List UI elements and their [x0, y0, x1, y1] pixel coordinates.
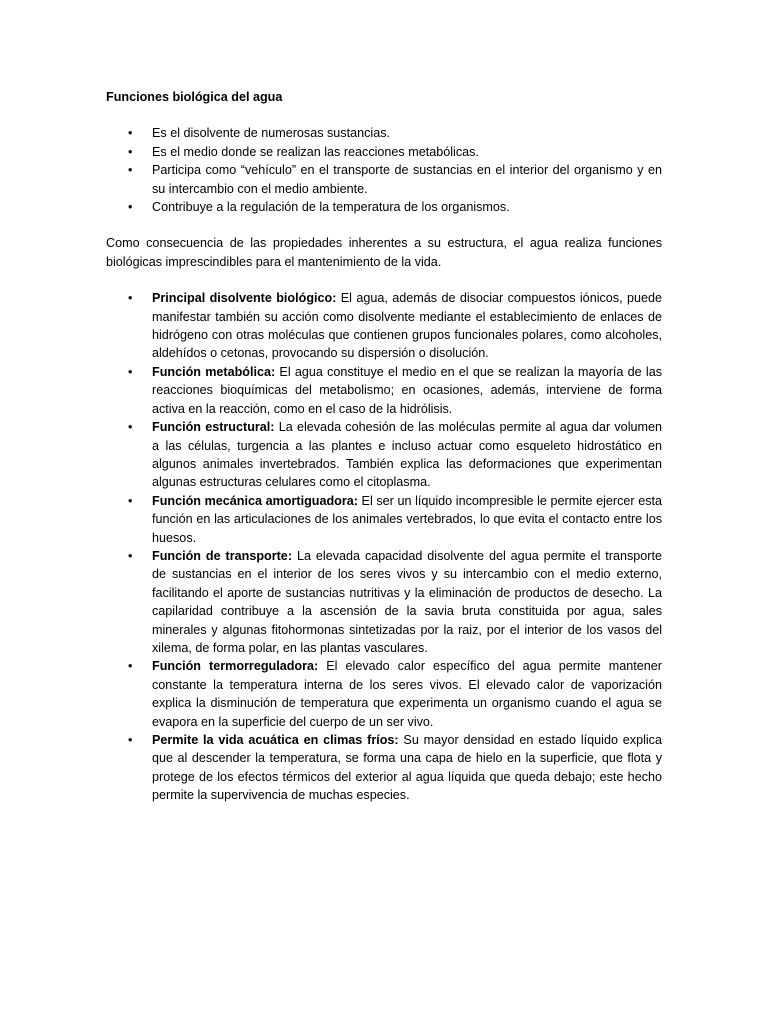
- function-term: Función termorreguladora:: [152, 659, 319, 674]
- function-item-termorreguladora: [106, 657, 662, 731]
- function-description: El agua, además de disociar compuestos iónicos, puede manifestar también su acción como disolvente mediante el establecimiento de enlaces de hidrógeno con otras moléculas que contienen grupos funcionales polares, como alcoholes, aldehídos o cetonas, provocando su dispersión o disolución.: [152, 291, 662, 361]
- function-term: Función metabólica:: [152, 364, 276, 379]
- function-term: Función mecánica amortiguadora:: [152, 493, 358, 508]
- function-item-estructural: [106, 418, 662, 492]
- function-description: El agua constituye el medio en el que se realizan la mayoría de las reacciones bioquímicas del metabolismo; en ocasiones, además, interviene de forma activa en la reacción, como en el caso de la hidrólisis.: [152, 364, 662, 416]
- function-term: Principal disolvente biológico:: [152, 291, 337, 306]
- function-description: La elevada capacidad disolvente del agua permite el transporte de sustancias en el interior de los seres vivos y su intercambio con el medio externo, facilitando el aporte de sustancias nutritivas y la eliminación de productos de desecho. La capilaridad contribuye a la ascensión de la savia bruta constituida por agua, sales minerales y algunas fitohormonas sintetizadas por la raiz, por el interior de los vasos del xilema, de forma polar, en las plantas vasculares.: [152, 548, 662, 655]
- function-description: El ser un líquido incompresible le permite ejercer esta función en las articulaciones de los animales vertebrados, lo que evita el contacto entre los huesos.: [152, 493, 662, 545]
- function-term: Permite la vida acuática en climas fríos:: [152, 733, 399, 747]
- function-item-transporte: [106, 547, 662, 657]
- function-item-vida-acuatica: [106, 731, 662, 805]
- function-description: Su mayor densidad en estado líquido explica que al descender la temperatura, se forma una capa de hielo en la superficie, que flota y protege de los efectos térmicos del exterior al agua líquida que queda debajo; este hecho permite la supervivencia de muchas especies.: [152, 733, 662, 803]
- function-item-amortiguadora: [106, 492, 662, 547]
- function-term: Función de transporte:: [152, 548, 293, 563]
- list-item: • Participa como “vehículo” en el transporte de sustancias en el interior del organismo y en su intercambio con el medio ambiente.: [106, 161, 662, 198]
- summary-bullet-list: [106, 124, 662, 216]
- list-item: • Es el medio donde se realizan las reacciones metabólicas.: [106, 143, 662, 161]
- intro-paragraph: Como consecuencia de las propiedades inherentes a su estructura, el agua realiza funciones biológicas imprescindibles para el mantenimiento de la vida.: [106, 236, 662, 269]
- function-description: La elevada cohesión de las moléculas permite al agua dar volumen a las células, turgencia a las plantes e incluso actuar como esqueleto hidrostático en algunos animales invertebrados. También explica las deformaciones que experimentan algunas estructuras celulares como el citoplasma.: [152, 420, 662, 490]
- document-page: [106, 88, 662, 805]
- list-item: • Es el disolvente de numerosas sustancias.: [106, 124, 662, 142]
- function-description: El elevado calor específico del agua permite mantener constante la temperatura interna de los seres vivos. El elevado calor de vaporización explica la disminución de temperatura que experimenta un organismo cuando el agua se evapora en la superficie del cuerpo de un ser vivo.: [152, 659, 662, 729]
- list-item: • Contribuye a la regulación de la temperatura de los organismos.: [106, 198, 662, 216]
- function-term: Función estructural:: [152, 420, 275, 435]
- document-title: Funciones biológica del agua: [106, 90, 283, 104]
- function-item-disolvente: [106, 289, 662, 363]
- functions-bullet-list: [106, 289, 662, 804]
- function-item-metabolica: [106, 363, 662, 418]
